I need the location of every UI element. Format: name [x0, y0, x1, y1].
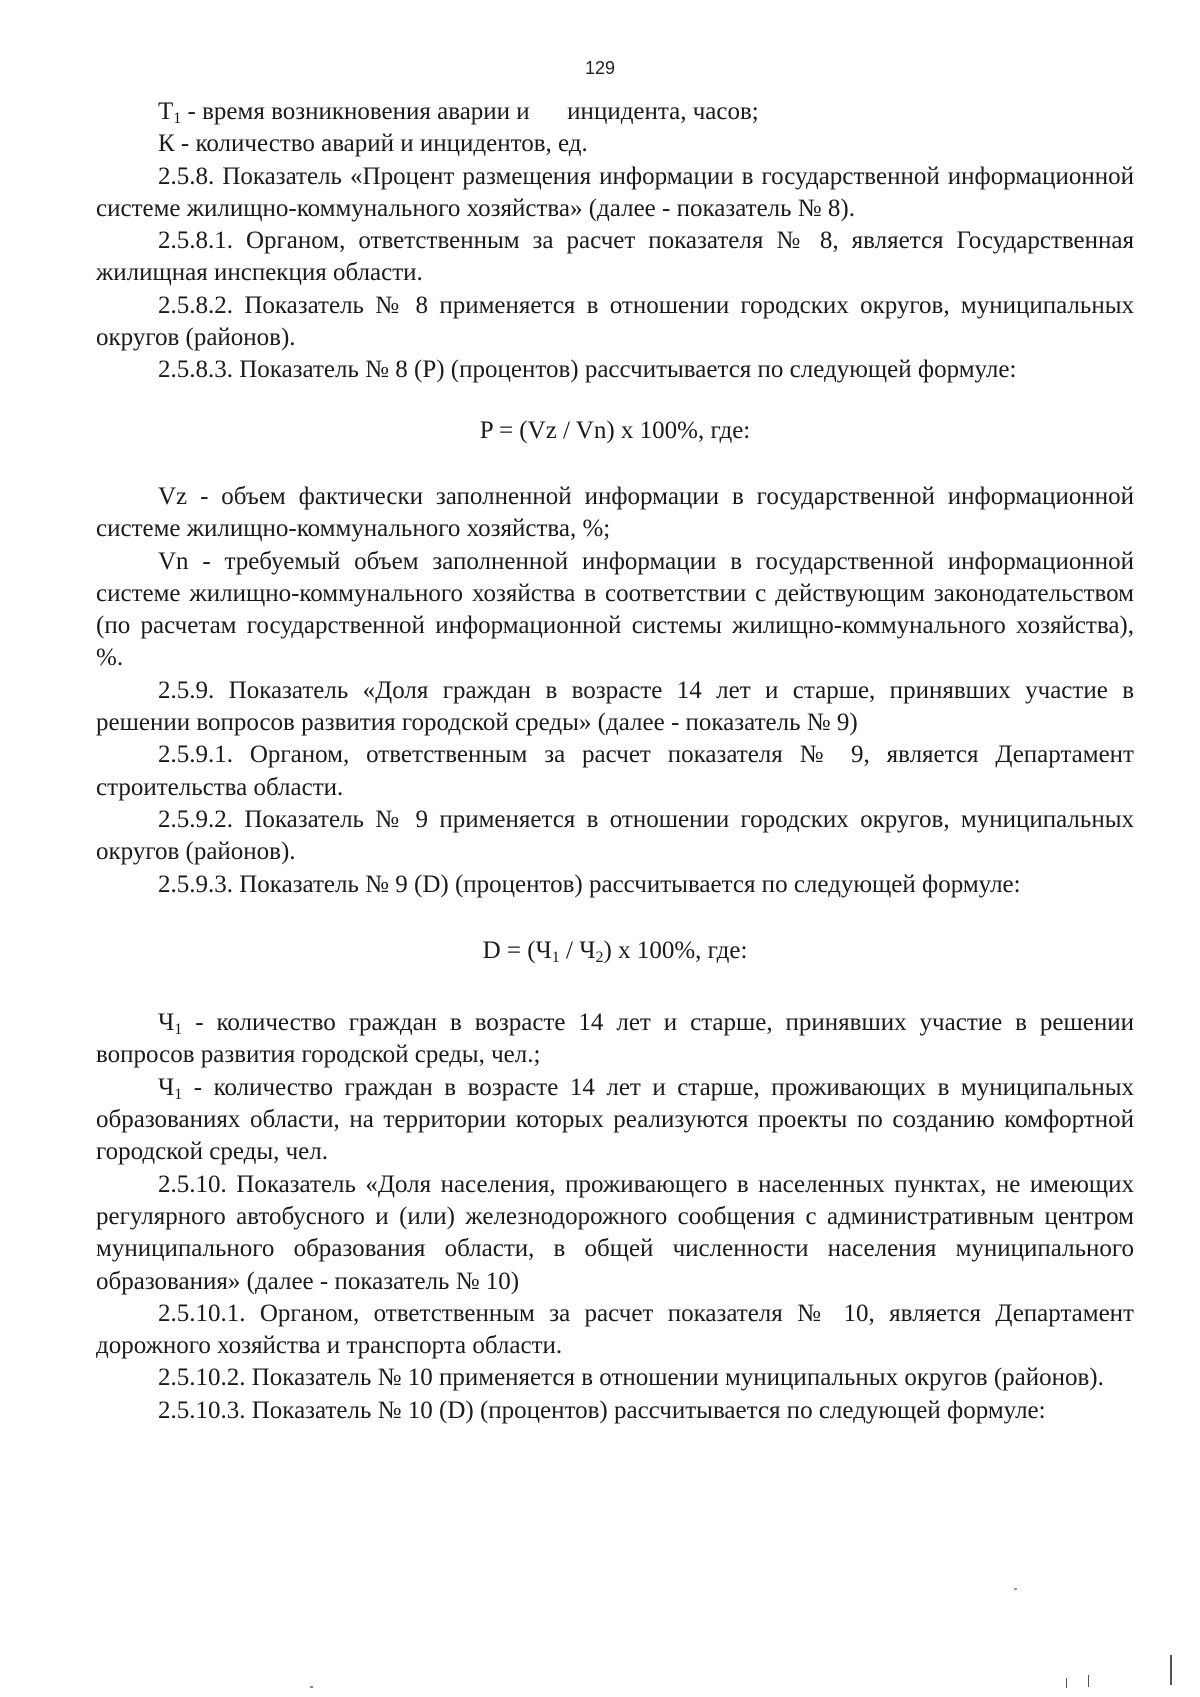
section-2-5-9-2: 2.5.9.2. Показатель № 9 применяется в отношении городских округов, муниципальных округов (районов). [96, 805, 1134, 866]
scan-artifact [1066, 1678, 1067, 1688]
definition-vn: Vn - требуемый объем заполненной информации в государственной информационной системе жилищно-коммунального хозяйства в соответствии с действующим законодательством (по расчетам государственной информационной системы жилищно-коммунального хозяйства), %. [96, 547, 1134, 672]
subscript-1: 1 [174, 1021, 183, 1039]
formula-d-part: D = (Ч [482, 936, 552, 964]
scan-artifact [1014, 1588, 1017, 1590]
section-2-5-8-1: 2.5.8.1. Органом, ответственным за расчет показателя № 8, является Государственная жилищная инспекция области. [96, 227, 1134, 287]
symbol-ch: Ч [158, 1073, 175, 1101]
definition-vz: Vz - объем фактически заполненной информации в государственной информационной системе жилищно-коммунального хозяйства, %; [96, 482, 1134, 543]
section-2-5-10-1: 2.5.10.1. Органом, ответственным за расчет показателя № 10, является Департамент дорожного хозяйства и транспорта области. [96, 1299, 1134, 1360]
page-number: 129 [584, 58, 616, 78]
section-2-5-10-3: 2.5.10.3. Показатель № 10 (D) (процентов) рассчитывается по следующей формуле: [158, 1396, 1046, 1424]
document-body [96, 96, 1134, 1427]
formula-d-part: ) x 100%, где: [603, 936, 748, 964]
scan-artifact [1170, 1655, 1172, 1685]
symbol-ch: Ч [158, 1009, 175, 1037]
formula-d [96, 935, 1134, 967]
formula-d-subscript-1: 1 [551, 948, 560, 966]
section-2-5-8: 2.5.8. Показатель «Процент размещения информации в государственной информационной системе жилищно-коммунального хозяйства» (далее - показатель № 8). [96, 162, 1134, 222]
section-2-5-9-3: 2.5.9.3. Показатель № 9 (D) (процентов) рассчитывается по следующей формуле: [158, 870, 1021, 898]
definition-text: - количество граждан в возрасте 14 лет и старше, проживающих в муниципальных образованиях области, на территории которых реализуются проекты по созданию комфортной городской среды, чел. [96, 1073, 1134, 1166]
scan-artifact [1088, 1675, 1089, 1687]
definition-k: К - количество аварий и инцидентов, ед. [158, 130, 588, 158]
definition-t1 [96, 96, 1134, 128]
section-2-5-8-2: 2.5.8.2. Показатель № 8 применяется в отношении городских округов, муниципальных округов (районов). [96, 291, 1134, 352]
definition-ch1-participants [96, 1007, 1134, 1072]
section-2-5-9-1: 2.5.9.1. Органом, ответственным за расчет показателя № 9, является Департамент строительства области. [96, 741, 1134, 801]
scan-artifact [310, 1686, 313, 1688]
definition-ch1-residents [96, 1072, 1134, 1169]
subscript-1: 1 [173, 110, 182, 127]
section-2-5-9: 2.5.9. Показатель «Доля граждан в возрасте 14 лет и старше, принявших участие в решении вопросов развития городской среды» (далее - показатель № 9) [96, 676, 1134, 737]
definition-text: - количество граждан в возрасте 14 лет и старше, принявших участие в решении вопросов развития городской среды, чел.; [96, 1009, 1134, 1069]
section-2-5-10: 2.5.10. Показатель «Доля населения, проживающего в населенных пунктах, не имеющих регулярного автобусного и (или) железнодорожного сообщения с административным центром муниципального образования области, в общей численности населения муниципального образования» (далее - показатель № 10) [96, 1170, 1134, 1295]
formula-d-subscript-2: 2 [595, 948, 604, 966]
formula-p: P = (Vz / Vn) x 100%, где: [479, 416, 751, 444]
formula-d-part: / Ч [559, 936, 596, 964]
symbol-t: T [158, 98, 174, 125]
definition-text: - время возникновения аварии и инцидента, часов; [181, 98, 759, 125]
section-2-5-10-2: 2.5.10.2. Показатель № 10 применяется в отношении муниципальных округов (районов). [158, 1364, 1104, 1392]
section-2-5-8-3: 2.5.8.3. Показатель № 8 (P) (процентов) рассчитывается по следующей формуле: [158, 356, 1017, 384]
subscript-1: 1 [174, 1085, 183, 1103]
